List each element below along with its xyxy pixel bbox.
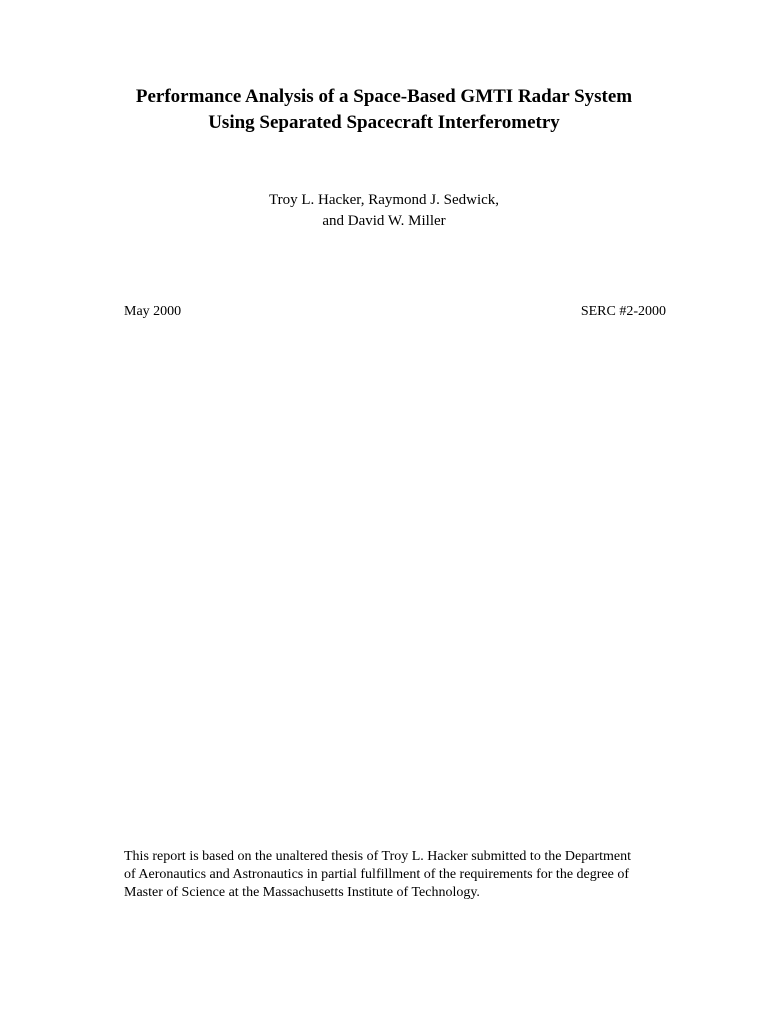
publication-date: May 2000 xyxy=(124,304,182,319)
thesis-note-line-1: This report is based on the unaltered thesis of Troy L. Hacker submitted to the Department xyxy=(124,849,632,864)
title-line-2: Using Separated Spacecraft Interferometry xyxy=(208,112,560,133)
title-line-1: Performance Analysis of a Space-Based GMTI Radar System xyxy=(135,86,633,107)
thesis-note xyxy=(124,848,674,902)
authors-line-1: Troy L. Hacker, Raymond J. Sedwick, xyxy=(268,192,500,208)
thesis-note-line-2: of Aeronautics and Astronautics in partial fulfillment of the requirements for the degree of xyxy=(124,867,630,882)
thesis-note-line-3: Master of Science at the Massachusetts Institute of Technology. xyxy=(124,885,480,900)
report-number: SERC #2-2000 xyxy=(580,304,666,319)
authors-line-2: and David W. Miller xyxy=(322,213,446,229)
